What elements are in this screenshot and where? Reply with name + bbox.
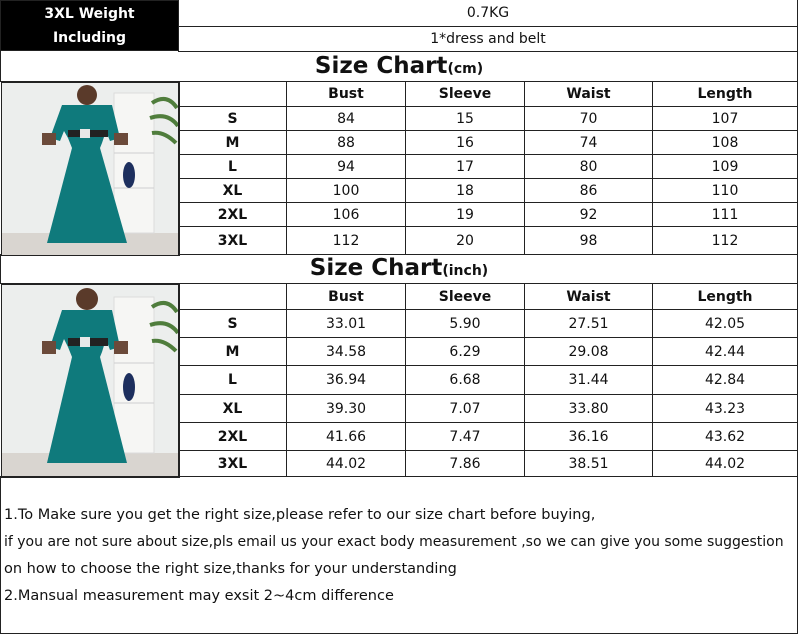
cm-row-sleeve: 18 [405,178,525,203]
cm-row-bust: 106 [286,202,406,227]
cm-row-size: M [178,130,287,155]
weight-value: 0.7KG [178,0,798,27]
cm-row-bust: 94 [286,154,406,179]
inch-header-waist: Waist [524,283,653,310]
cm-row-bust: 100 [286,178,406,203]
notes-box [0,476,798,634]
inch-row-bust: 44.02 [286,450,406,477]
note-line: if you are not sure about size,pls email us your exact body measurement ,so we can give you some suggestion [4,534,784,550]
cm-row-size: 3XL [178,226,287,255]
inch-row-bust: 33.01 [286,309,406,338]
product-photo-inch [1,284,180,478]
inch-row-bust: 34.58 [286,337,406,366]
inch-header-bust: Bust [286,283,406,310]
inch-header-blank [178,283,287,310]
cm-row-bust: 88 [286,130,406,155]
cm-row-sleeve: 17 [405,154,525,179]
dress-model-image [2,83,179,255]
inch-chart-title [0,255,798,281]
cm-header-bust: Bust [286,81,406,107]
cm-row-waist: 70 [524,106,653,131]
cm-row-length: 107 [652,106,798,131]
cm-row-sleeve: 16 [405,130,525,155]
inch-header-sleeve: Sleeve [405,283,525,310]
inch-chart-title-unit: (inch) [442,263,489,279]
cm-header-sleeve: Sleeve [405,81,525,107]
inch-row-waist: 31.44 [524,365,653,395]
inch-row-waist: 38.51 [524,450,653,477]
inch-row-length: 43.23 [652,394,798,423]
note-line: on how to choose the right size,thanks for your understanding [4,561,457,577]
cm-row-waist: 86 [524,178,653,203]
cm-row-bust: 112 [286,226,406,255]
cm-chart-title-main: Size Chart [314,53,448,79]
inch-row-bust: 41.66 [286,422,406,451]
inch-row-bust: 39.30 [286,394,406,423]
cm-row-size: S [178,106,287,131]
inch-row-size: 2XL [178,422,287,451]
dress-model-image [2,285,179,477]
cm-row-waist: 98 [524,226,653,255]
cm-row-waist: 74 [524,130,653,155]
inch-row-size: XL [178,394,287,423]
inch-row-length: 42.44 [652,337,798,366]
inch-header-length: Length [652,283,798,310]
cm-row-length: 112 [652,226,798,255]
inch-row-length: 43.62 [652,422,798,451]
weight-label-line2: Including [52,29,127,46]
weight-label [0,0,179,51]
cm-header-waist: Waist [524,81,653,107]
inch-row-size: 3XL [178,450,287,477]
inch-row-waist: 27.51 [524,309,653,338]
cm-row-length: 110 [652,178,798,203]
cm-row-bust: 84 [286,106,406,131]
inch-row-sleeve: 7.07 [405,394,525,423]
cm-chart-title-unit: (cm) [447,61,484,77]
cm-row-size: XL [178,178,287,203]
cm-row-size: L [178,154,287,179]
inch-row-sleeve: 6.68 [405,365,525,395]
cm-header-blank [178,81,287,107]
inch-row-length: 44.02 [652,450,798,477]
inch-row-size: L [178,365,287,395]
inch-row-waist: 33.80 [524,394,653,423]
note-line: 1.To Make sure you get the right size,please refer to our size chart before buying, [4,507,596,523]
weight-label-line1: 3XL Weight [44,5,135,22]
inch-row-sleeve: 7.47 [405,422,525,451]
cm-row-length: 111 [652,202,798,227]
inch-row-sleeve: 7.86 [405,450,525,477]
inch-row-size: M [178,337,287,366]
cm-row-sleeve: 15 [405,106,525,131]
inch-row-length: 42.05 [652,309,798,338]
cm-row-waist: 80 [524,154,653,179]
weight-includes: 1*dress and belt [178,26,798,52]
inch-row-waist: 29.08 [524,337,653,366]
cm-row-length: 108 [652,130,798,155]
inch-row-sleeve: 6.29 [405,337,525,366]
inch-chart-title-main: Size Chart [309,255,443,281]
inch-row-length: 42.84 [652,365,798,395]
cm-row-sleeve: 20 [405,226,525,255]
cm-chart-title [0,53,798,79]
inch-row-size: S [178,309,287,338]
note-line: 2.Mansual measurement may exsit 2~4cm difference [4,588,394,604]
cm-row-waist: 92 [524,202,653,227]
cm-header-length: Length [652,81,798,107]
cm-row-length: 109 [652,154,798,179]
cm-row-size: 2XL [178,202,287,227]
inch-row-bust: 36.94 [286,365,406,395]
cm-row-sleeve: 19 [405,202,525,227]
product-photo-cm [1,82,180,256]
inch-row-sleeve: 5.90 [405,309,525,338]
inch-row-waist: 36.16 [524,422,653,451]
